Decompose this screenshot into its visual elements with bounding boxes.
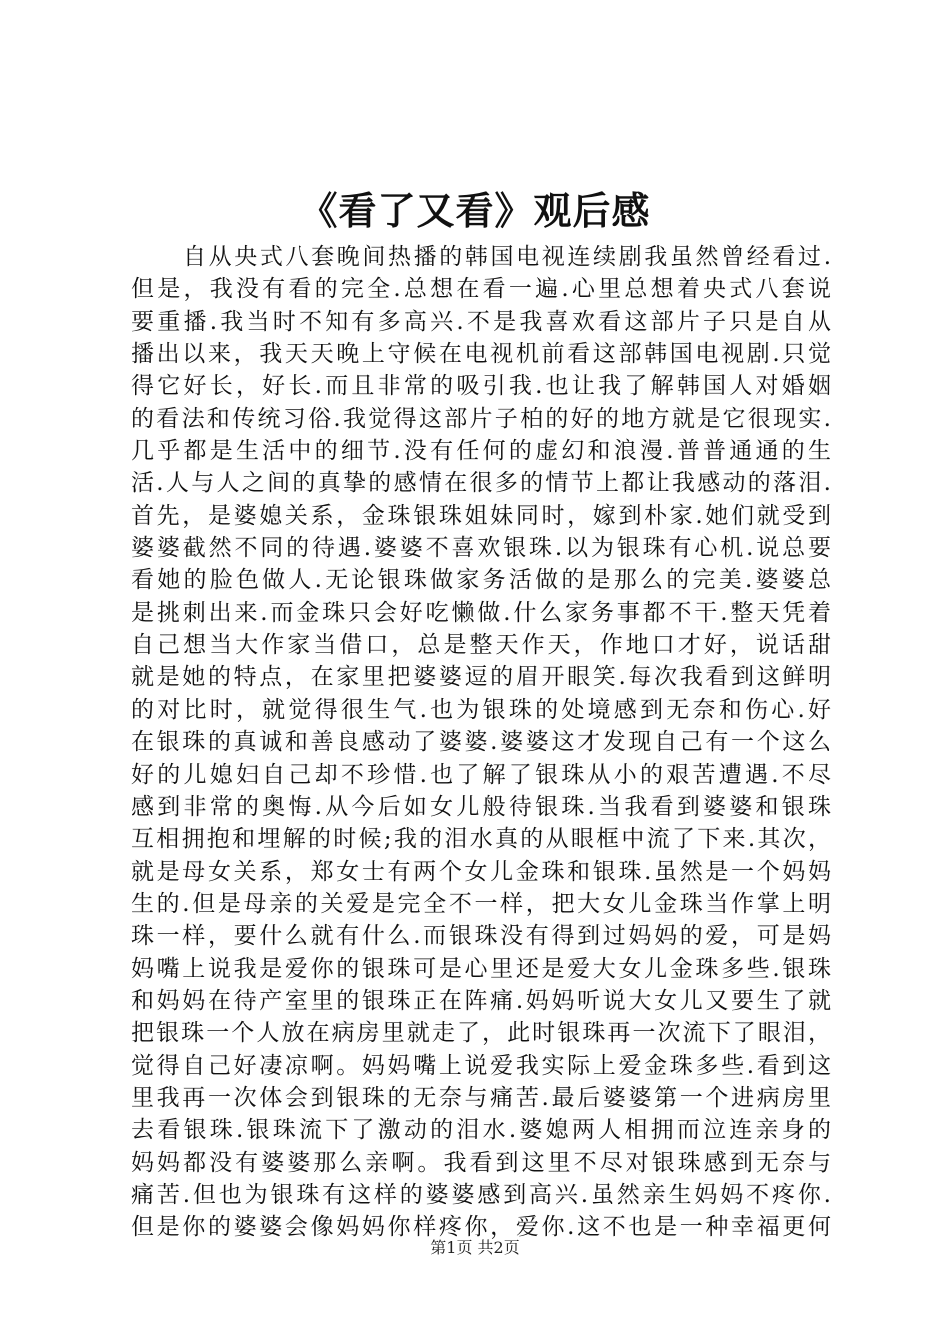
text-line: 首先，是婆媳关系，金珠银珠姐妹同时，嫁到朴家.她们就受到	[131, 502, 831, 529]
text-line: 的对比时，就觉得很生气.也为银珠的处境感到无奈和伤心.好	[131, 696, 831, 723]
text-line: 和妈妈在待产室里的银珠正在阵痛.妈妈听说大女儿又要生了就	[131, 987, 831, 1014]
body-paragraph	[131, 241, 831, 1244]
text-line: 好的儿媳妇自己却不珍惜.也了解了银珠从小的艰苦遭遇.不尽	[131, 761, 831, 788]
text-line: 里我再一次体会到银珠的无奈与痛苦.最后婆婆第一个进病房里	[131, 1084, 831, 1111]
text-line: 去看银珠.银珠流下了激动的泪水.婆媳两人相拥而泣连亲身的	[131, 1117, 831, 1144]
text-line: 把银珠一个人放在病房里就走了，此时银珠再一次流下了眼泪，	[131, 1020, 831, 1047]
text-line: 觉得自己好凄凉啊。妈妈嘴上说爱我实际上爱金珠多些.看到这	[131, 1052, 831, 1079]
text-line: 互相拥抱和埋解的时候;我的泪水真的从眼框中流了下来.其次，	[131, 826, 831, 853]
text-line: 自从央式八套晚间热播的韩国电视连续剧我虽然曾经看过.	[183, 244, 831, 270]
text-line: 播出以来，我天天晚上守候在电视机前看这部韩国电视剧.只觉	[131, 341, 831, 368]
text-line: 感到非常的奥悔.从今后如女儿般待银珠.当我看到婆婆和银珠	[131, 793, 831, 820]
document-title: 《看了又看》观后感	[299, 188, 651, 233]
text-line: 但是你的婆婆会像妈妈你样疼你，爱你.这不也是一种幸福更何	[131, 1214, 831, 1241]
text-line: 珠一样，要什么就有什么.而银珠没有得到过妈妈的爱，可是妈	[131, 923, 831, 950]
text-line: 得它好长，好长.而且非常的吸引我.也让我了解韩国人对婚姻	[131, 373, 831, 400]
text-line: 在银珠的真诚和善良感动了婆婆.婆婆这才发现自己有一个这么	[131, 729, 831, 756]
text-line: 的看法和传统习俗.我觉得这部片子柏的好的地方就是它很现实.	[131, 405, 831, 432]
text-line: 要重播.我当时不知有多高兴.不是我喜欢看这部片子只是自从	[131, 308, 831, 335]
page-number-footer: 第1页 共2页	[430, 1238, 520, 1257]
text-line: 看她的脸色做人.无论银珠做家务活做的是那么的完美.婆婆总	[131, 567, 831, 594]
text-line: 妈妈都没有婆婆那么亲啊。我看到这里不尽对银珠感到无奈与	[131, 1149, 831, 1176]
text-line: 就是母女关系，郑女士有两个女儿金珠和银珠.虽然是一个妈妈	[131, 858, 831, 885]
text-line: 就是她的特点，在家里把婆婆逗的眉开眼笑.每次我看到这鲜明	[131, 664, 831, 691]
text-line: 几乎都是生活中的细节.没有任何的虚幻和浪漫.普普通通的生	[131, 438, 831, 465]
text-line: 但是，我没有看的完全.总想在看一遍.心里总想着央式八套说	[131, 276, 831, 303]
text-line: 是挑刺出来.而金珠只会好吃懒做.什么家务事都不干.整天凭着	[131, 599, 831, 626]
text-line: 妈嘴上说我是爱你的银珠可是心里还是爱大女儿金珠多些.银珠	[131, 955, 831, 982]
text-line: 痛苦.但也为银珠有这样的婆婆感到高兴.虽然亲生妈妈不疼你.	[131, 1181, 831, 1208]
text-line: 自己想当大作家当借口，总是整天作天，作地口才好，说话甜	[131, 632, 831, 659]
text-line: 婆婆截然不同的待遇.婆婆不喜欢银珠.以为银珠有心机.说总要	[131, 535, 831, 562]
text-line: 生的.但是母亲的关爱是完全不一样，把大女儿金珠当作掌上明	[131, 890, 831, 917]
text-line: 活.人与人之间的真挚的感情在很多的情节上都让我感动的落泪.	[131, 470, 831, 497]
